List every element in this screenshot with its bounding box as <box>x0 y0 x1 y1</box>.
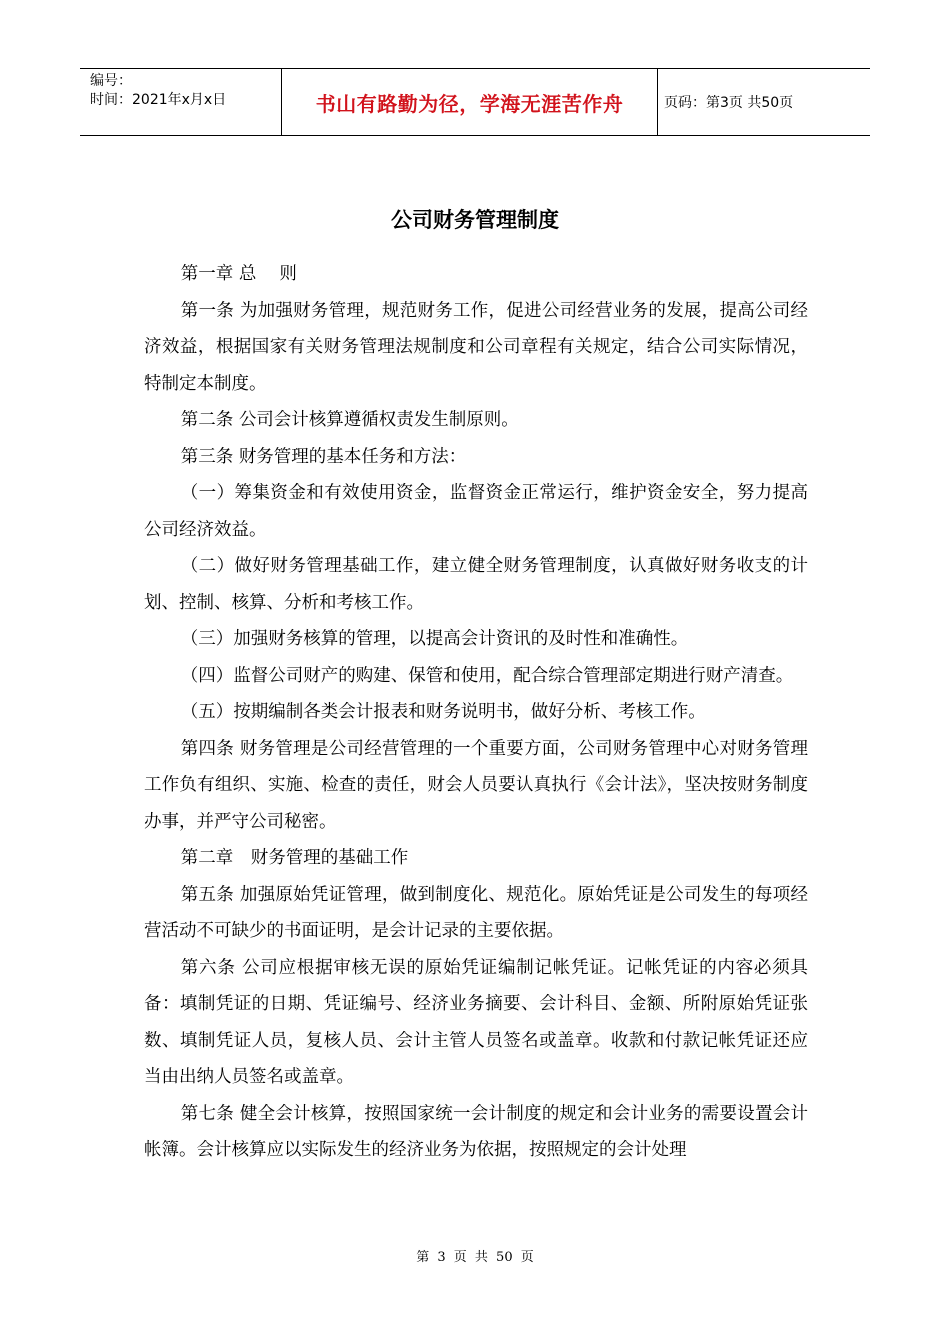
page-footer: 第 3 页 共 50 页 <box>416 1250 534 1265</box>
chapter-heading: 第二章 财务管理的基础工作 <box>180 848 409 868</box>
paragraph: （四）监督公司财产的购建、保管和使用，配合综合管理部定期进行财产清查。 <box>180 665 794 686</box>
page-info: 页码：第3页 共50页 <box>664 95 794 111</box>
chapter-heading: 第一章 总 则 <box>180 264 297 284</box>
paragraph: 第三条 财务管理的基本任务和方法： <box>180 446 467 467</box>
paragraph: 第六条 公司应根据审核无误的原始凭证编制记帐凭证。记帐凭证的内容必须具备：填制凭证的日期、凭证编号、经济业务摘要、会计科目、金额、所附原始凭证张数、填制凭证人员，复核人员、会计主管人员签名或盖章。收款和付款记帐凭证还应当由出纳人员签名或盖章。 <box>144 957 808 1087</box>
paragraph: 第四条 财务管理是公司经营管理的一个重要方面，公司财务管理中心对财务管理工作负有组织、实施、检查的责任，财会人员要认真执行《会计法》，坚决按财务制度办事，并严守公司秘密。 <box>144 738 808 832</box>
motto: 书山有路勤为径，学海无涯苦作舟 <box>282 69 658 135</box>
paragraph: （二）做好财务管理基础工作，建立健全财务管理制度，认真做好财务收支的计划、控制、核算、分析和考核工作。 <box>144 556 808 613</box>
paragraph: 第一条 为加强财务管理，规范财务工作，促进公司经营业务的发展，提高公司经济效益，根据国家有关财务管理法规制度和公司章程有关规定，结合公司实际情况，特制定本制度。 <box>144 300 808 394</box>
document-body <box>144 256 808 1169</box>
paragraph: 第七条 健全会计核算，按照国家统一会计制度的规定和会计业务的需要设置会计帐簿。会计核算应以实际发生的经济业务为依据，按照规定的会计处理 <box>144 1103 808 1160</box>
date-label: 时间：2021年x月x日 <box>90 92 227 108</box>
number-label: 编号： <box>90 73 132 89</box>
page-header <box>80 68 870 136</box>
paragraph: （五）按期编制各类会计报表和财务说明书，做好分析、考核工作。 <box>180 702 706 722</box>
paragraph: 第二条 公司会计核算遵循权责发生制原则。 <box>180 410 519 430</box>
paragraph: （三）加强财务核算的管理，以提高会计资讯的及时性和准确性。 <box>180 629 689 649</box>
header-meta <box>80 69 282 135</box>
paragraph: 第五条 加强原始凭证管理，做到制度化、规范化。原始凭证是公司发生的每项经营活动不可缺少的书面证明，是会计记录的主要依据。 <box>144 884 808 941</box>
paragraph: （一）筹集资金和有效使用资金，监督资金正常运行，维护资金安全，努力提高公司经济效益。 <box>144 483 808 540</box>
document-title: 公司财务管理制度 <box>391 208 559 232</box>
